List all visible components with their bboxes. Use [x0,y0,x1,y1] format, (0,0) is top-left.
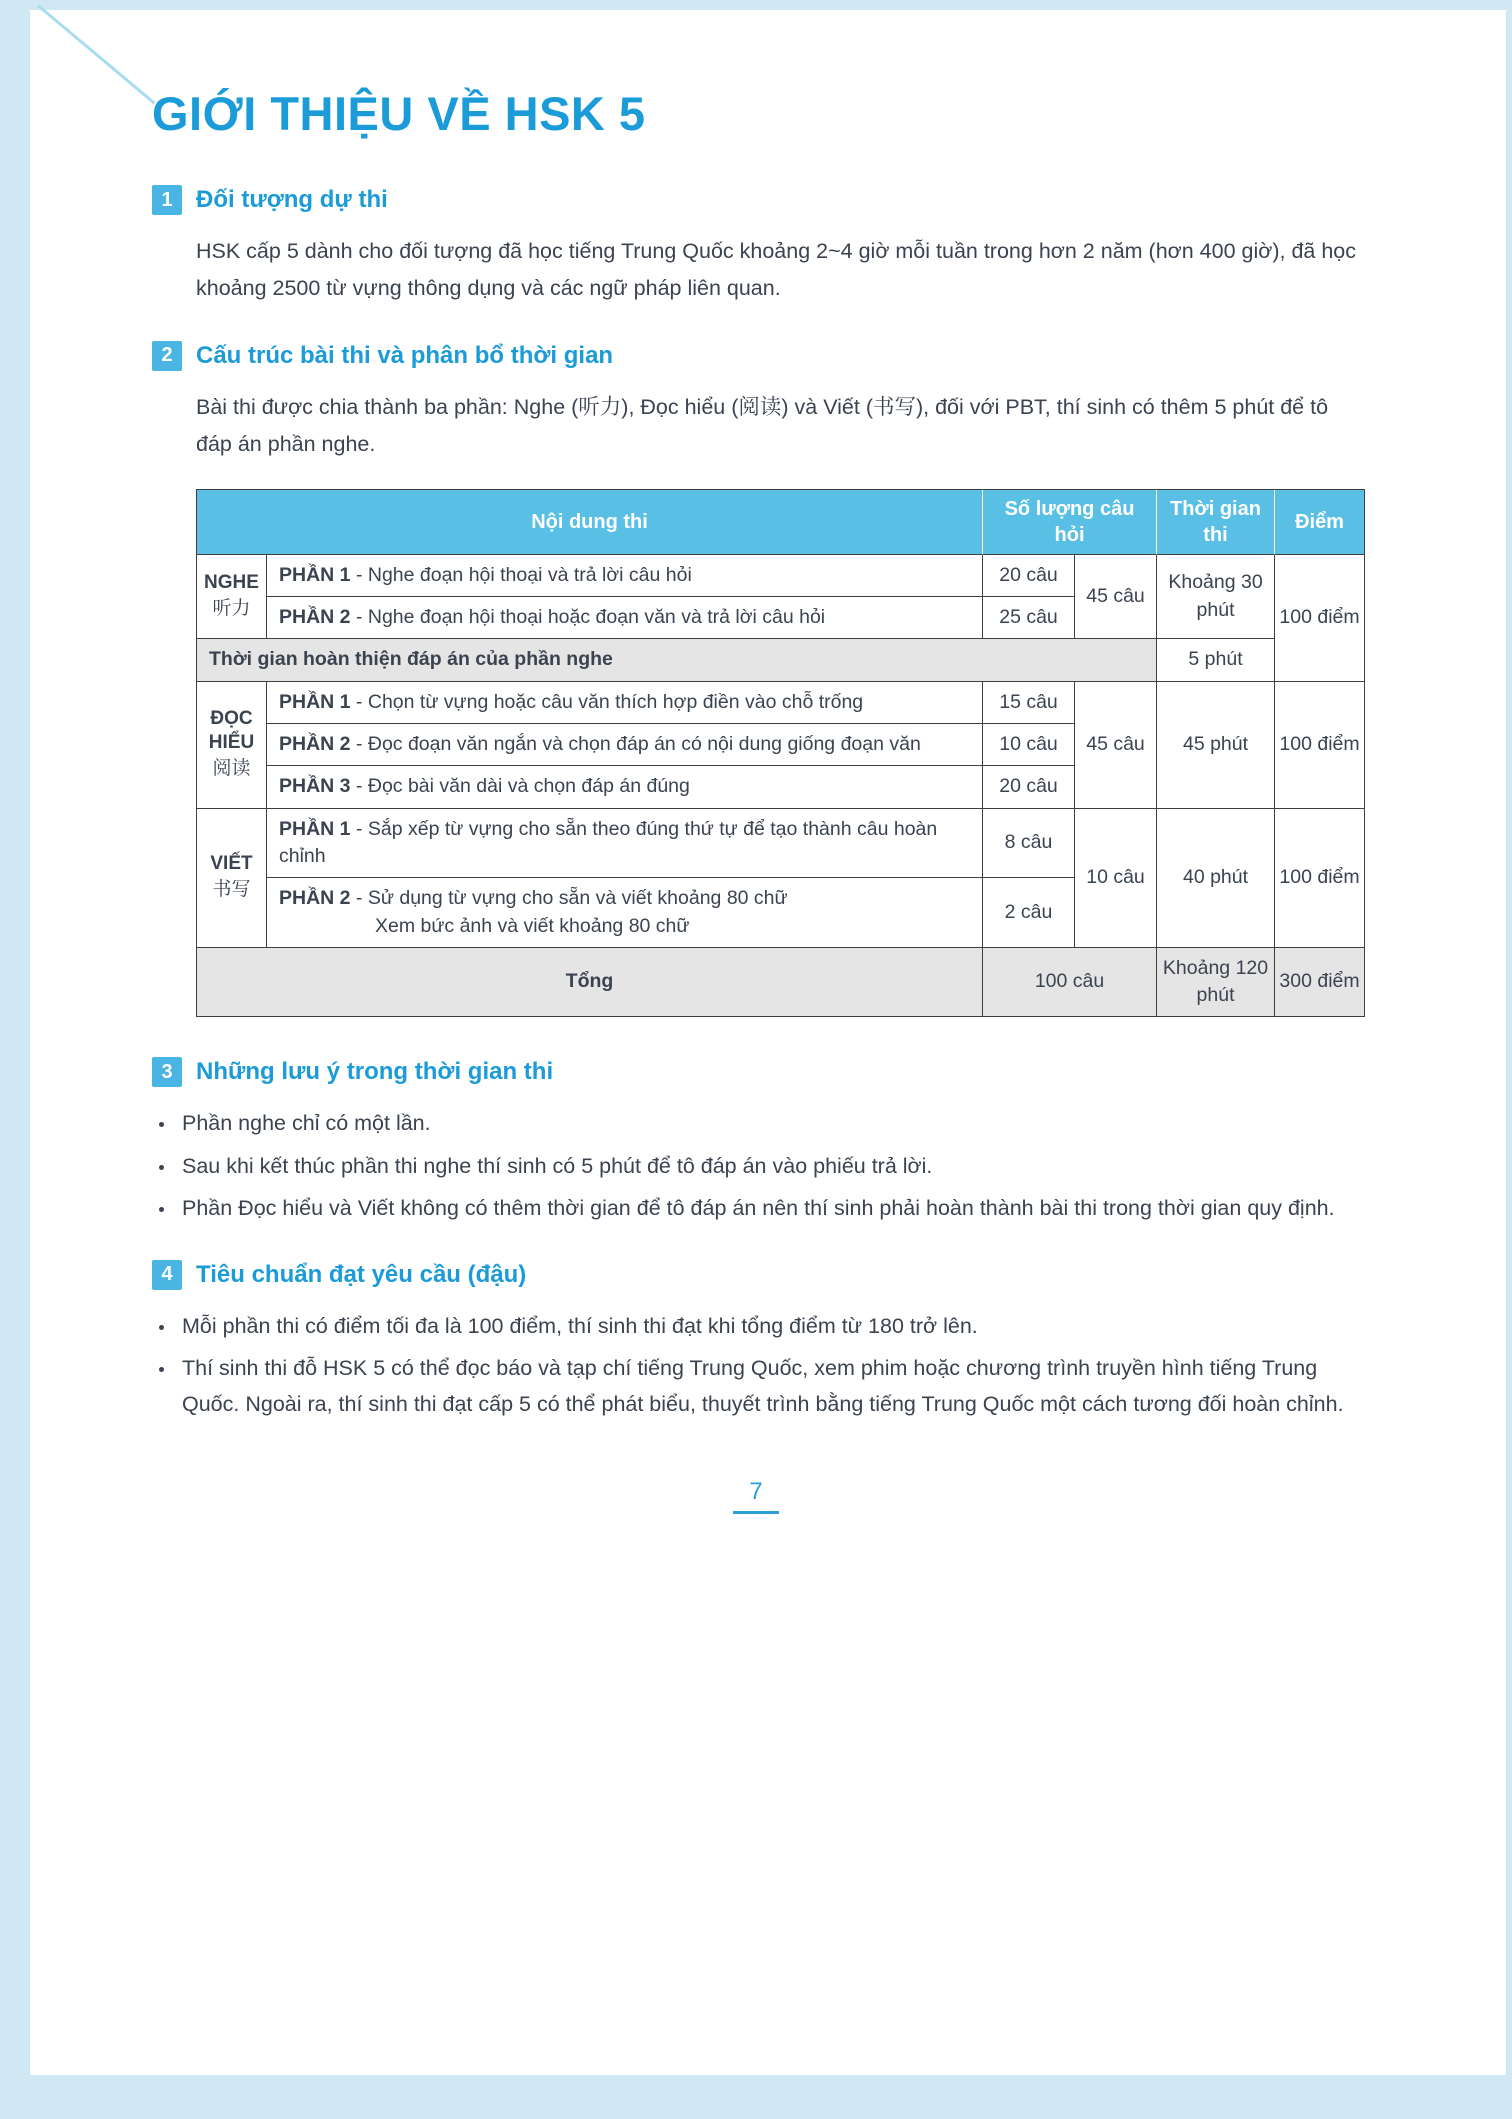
cell-writing-part2-desc [267,878,983,948]
section-4-heading [152,1260,1364,1290]
reading-part1-label: PHẦN 1 [279,690,351,713]
listening-label-vi: NGHE [204,572,259,594]
page-number-block [0,1478,1512,1514]
section-2-number-badge: 2 [152,341,182,371]
cell-total-time: Khoảng 120 phút [1157,948,1275,1018]
cell-writing-part1-count: 8 câu [983,809,1075,879]
page-number: 7 [749,1478,763,1505]
section-doi-tuong-du-thi [152,185,1364,307]
section-1-heading-text: Đối tượng dự thi [196,186,388,213]
listening-part1-text: - Nghe đoạn hội thoại và trả lời câu hỏi [355,563,692,586]
cell-reading-total-count: 45 câu [1075,682,1157,809]
list-item: • Sau khi kết thúc phần thi nghe thí sinh có 5 phút để tô đáp án vào phiếu trả lời. [176,1148,1364,1184]
section-1-number-badge: 1 [152,185,182,215]
section-4-number-badge: 4 [152,1260,182,1290]
section-3-heading-text: Những lưu ý trong thời gian thi [196,1058,554,1086]
cell-writing-time: 40 phút [1157,809,1275,948]
table-row [197,639,1365,681]
section-nhung-luu-y [152,1057,1364,1225]
section-1-paragraph: HSK cấp 5 dành cho đối tượng đã học tiếng Trung Quốc khoảng 2~4 giờ mỗi tuần trong hơn 2 năm (hơn 400 giờ), đã học khoảng 2500 từ vựng thông dụng và các ngữ pháp liên quan. [196,239,1357,300]
section-3-heading [152,1057,1364,1087]
section-2-heading-text: Cấu trúc bài thi và phân bổ thời gian [196,341,614,369]
section-4-bullet-list [176,1308,1364,1422]
cell-total-label: Tổng [197,948,983,1018]
cell-listening-part2-desc [267,597,983,639]
reading-label-vi: ĐỌC HIỂU [208,707,255,754]
reading-label-cn: 阅读 [212,758,251,780]
page-number-underline [733,1511,779,1514]
cell-listening-part1-desc [267,555,983,597]
list-item: • Phần Đọc hiểu và Viết không có thêm thời gian để tô đáp án nên thí sinh phải hoàn thành bài thi trong thời gian quy định. [176,1190,1364,1226]
cell-total-score: 300 điểm [1275,948,1365,1018]
writing-label-vi: VIẾT [210,853,253,875]
writing-part1-label: PHẦN 1 [279,817,351,840]
writing-part1-text: - Sắp xếp từ vựng cho sẵn theo đúng thứ tự để tạo thành câu hoàn chỉnh [279,817,938,867]
writing-label-cn: 书写 [212,878,251,900]
reading-part2-label: PHẦN 2 [279,733,351,756]
cell-total-count: 100 câu [983,948,1157,1018]
section-2-heading [152,341,1364,371]
list-item: • Mỗi phần thi có điểm tối đa là 100 điểm, thí sinh thi đạt khi tổng điểm từ 180 trở lên. [176,1308,1364,1344]
reading-part3-label: PHẦN 3 [279,775,351,798]
cell-writing-total-count: 10 câu [1075,809,1157,948]
exam-structure-table [196,489,1365,1018]
cell-reading-part2-desc [267,724,983,766]
listening-part2-text: - Nghe đoạn hội thoại hoặc đoạn văn và trả lời câu hỏi [355,606,826,629]
table-total-row [197,948,1365,1018]
cell-listening-total-count: 45 câu [1075,555,1157,640]
header-cell-content: Nội dung thi [197,490,983,555]
listening-part1-label: PHẦN 1 [279,563,351,586]
header-cell-score: Điểm [1275,490,1365,555]
cell-listening-part2-count: 25 câu [983,597,1075,639]
cell-reading-part2-count: 10 câu [983,724,1075,766]
list-item: • Phần nghe chỉ có một lần. [176,1105,1364,1141]
table-row [197,682,1365,724]
cell-writing-part1-desc [267,809,983,879]
section-tieu-chuan-dat [152,1260,1364,1422]
cell-reading-time: 45 phút [1157,682,1275,809]
list-item: • Thí sinh thi đỗ HSK 5 có thể đọc báo và tạp chí tiếng Trung Quốc, xem phim hoặc chương trình truyền hình tiếng Trung Quốc. Ngoài ra, thí sinh thi đạt cấp 5 có thể phát biểu, thuyết trình bằng tiếng Trung Quốc một cách tương đối hoàn chỉnh. [176,1350,1364,1422]
writing-part2-label: PHẦN 2 [279,887,351,910]
reading-part2-text: - Đọc đoạn văn ngắn và chọn đáp án có nội dung giống đoạn văn [355,733,921,756]
cell-reading-part1-count: 15 câu [983,682,1075,724]
cell-listening-label [197,555,267,640]
section-3-number-badge: 3 [152,1057,182,1087]
writing-part2-text2: Xem bức ảnh và viết khoảng 80 chữ [375,914,690,937]
table-row [197,555,1365,597]
cell-reading-part3-count: 20 câu [983,766,1075,808]
cell-reading-part1-desc [267,682,983,724]
cell-answer-time-value: 5 phút [1157,639,1275,681]
cell-writing-label [197,809,267,948]
listening-part2-label: PHẦN 2 [279,606,351,629]
cell-listening-time: Khoảng 30 phút [1157,555,1275,640]
section-3-bullet-list [176,1105,1364,1225]
writing-part2-text: - Sử dụng từ vựng cho sẵn và viết khoảng 80 chữ [355,887,788,910]
cell-reading-label [197,682,267,809]
listening-label-cn: 听力 [212,597,251,619]
cell-listening-score: 100 điểm [1275,555,1365,682]
cell-reading-part3-desc [267,766,983,808]
cell-reading-score: 100 điểm [1275,682,1365,809]
exam-structure-table-wrap [196,489,1364,1018]
section-cau-truc-bai-thi [152,341,1364,1018]
cell-answer-time-label: Thời gian hoàn thiện đáp án của phần nghe [197,639,1157,681]
table-header-row [197,490,1365,555]
header-cell-time: Thời gian thi [1157,490,1275,555]
reading-part3-text: - Đọc bài văn dài và chọn đáp án đúng [355,775,690,798]
section-4-heading-text: Tiêu chuẩn đạt yêu cầu (đậu) [196,1260,527,1288]
cell-listening-part1-count: 20 câu [983,555,1075,597]
cell-writing-score: 100 điểm [1275,809,1365,948]
header-cell-quantity: Số lượng câu hỏi [983,490,1157,555]
section-2-paragraph: Bài thi được chia thành ba phần: Nghe (听力), Đọc hiểu (阅读) và Viết (书写), đối với PBT, thí sinh có thêm 5 phút để tô đáp án phần nghe. [196,394,1329,456]
table-row [197,809,1365,879]
page-title: GIỚI THIỆU VỀ HSK 5 [152,87,646,140]
cell-writing-part2-count: 2 câu [983,878,1075,948]
section-1-heading [152,185,1364,215]
reading-part1-text: - Chọn từ vựng hoặc câu văn thích hợp điền vào chỗ trống [355,690,864,713]
page-content [152,0,1364,1456]
